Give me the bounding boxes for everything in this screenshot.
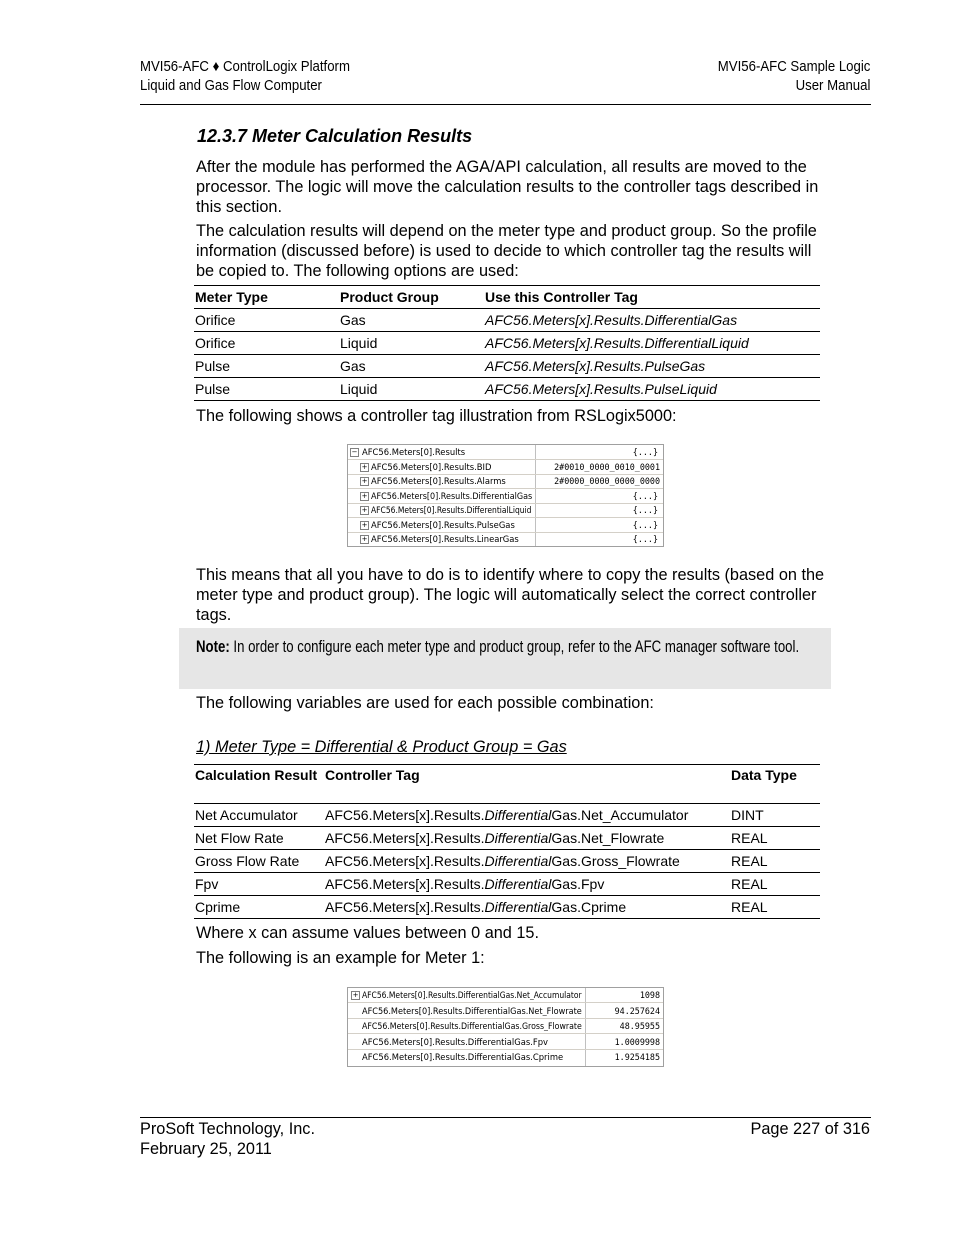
meter-type-cell: Orifice [195, 312, 236, 328]
header-product-group: Product Group [340, 289, 439, 305]
product-group-cell: Gas [340, 312, 366, 328]
footer-left [140, 1120, 315, 1160]
paragraph-variables-intro: The following variables are used for each possible combination: [196, 694, 654, 712]
tag-prefix: AFC56.Meters[x].Results. [325, 830, 485, 846]
product-group-cell: Gas [340, 358, 366, 374]
tag-suffix: Gas.Net_Accumulator [551, 807, 689, 823]
expand-icon[interactable]: + [352, 991, 359, 999]
tag-row [348, 988, 663, 1003]
data-type-cell: REAL [731, 830, 768, 846]
tag-suffix: Gas.Fpv [551, 876, 605, 892]
calculation-result-cell: Fpv [195, 876, 219, 892]
expand-icon[interactable]: + [361, 462, 368, 471]
tag-italic: Differential [484, 830, 552, 846]
table-row [194, 873, 820, 896]
meter-type-cell: Pulse [195, 358, 231, 374]
header-rule [140, 104, 871, 105]
tag-italic: Differential [484, 876, 552, 892]
tag-value: 2#0000_0000_0000_0000 [554, 476, 660, 486]
expand-icon[interactable]: + [361, 477, 368, 485]
controller-tag-cell [324, 850, 730, 873]
product-group-cell: Liquid [340, 381, 378, 397]
tag-prefix: AFC56.Meters[x].Results. [325, 876, 485, 892]
header-chapter: MVI56-AFC Sample Logic [717, 58, 870, 75]
controller-tag-cell: AFC56.Meters[x].Results.PulseGas [485, 358, 706, 374]
tag-name: AFC56.Meters[0].Results.DifferentialGas [371, 490, 533, 501]
table-row [194, 332, 820, 355]
variables-table-header [194, 765, 820, 804]
note-text [196, 637, 804, 658]
controller-tag-cell [324, 827, 730, 850]
rslogix-tag-screenshot [347, 444, 664, 547]
expand-icon[interactable]: + [361, 535, 368, 543]
tag-name: AFC56.Meters[0].Results.DifferentialGas.Gross_Flowrate [362, 1021, 582, 1031]
controller-tag-cell: AFC56.Meters[x].Results.PulseLiquid [485, 381, 717, 397]
tag-row [348, 460, 663, 475]
calculation-result-cell: Net Flow Rate [195, 830, 284, 846]
tag-italic: Differential [484, 853, 552, 869]
tag-row [348, 1050, 663, 1064]
tag-name: AFC56.Meters[0].Results.PulseGas [371, 519, 515, 530]
paragraph-illustration-intro: The following shows a controller tag illustration from RSLogix5000: [196, 407, 677, 425]
tag-value: {...} [632, 519, 658, 530]
tag-suffix: Gas.Cprime [551, 899, 627, 915]
tag-name: AFC56.Meters[0].Results.LinearGas [371, 534, 519, 544]
tag-row [348, 445, 663, 460]
tag-prefix: AFC56.Meters[x].Results. [325, 807, 485, 823]
calculation-result-cell: Net Accumulator [195, 807, 298, 823]
tag-value: 2#0010_0000_0010_0001 [554, 461, 660, 472]
header-controller-tag: Controller Tag [325, 767, 420, 783]
tag-name: AFC56.Meters[0].Results.BID [371, 461, 492, 472]
tag-suffix: Gas.Net_Flowrate [551, 830, 665, 846]
paragraph-example-intro: The following is an example for Meter 1: [196, 949, 485, 967]
tag-italic: Differential [484, 899, 552, 915]
footer-page-number: Page 227 of 316 [750, 1120, 870, 1138]
section-title: 12.3.7 Meter Calculation Results [197, 126, 473, 146]
tag-value: {...} [632, 505, 658, 515]
tag-value: 94.257624 [614, 1005, 660, 1016]
footer-rule [140, 1117, 871, 1118]
tag-value: 1098 [639, 990, 660, 1000]
controller-tag-cell [324, 896, 730, 919]
tag-value: {...} [632, 490, 658, 501]
calculation-result-cell: Cprime [195, 899, 241, 915]
combination-subheading: 1) Meter Type = Differential & Product Group = Gas [196, 738, 567, 756]
tag-value: {...} [632, 534, 658, 544]
footer-date: February 25, 2011 [140, 1139, 272, 1158]
expand-icon[interactable]: + [361, 520, 368, 529]
tag-row [348, 1035, 663, 1050]
running-header-left [140, 57, 350, 95]
tag-prefix: AFC56.Meters[x].Results. [325, 899, 485, 915]
header-data-type: Data Type [731, 767, 797, 783]
tag-row [348, 532, 663, 546]
calculation-result-cell: Gross Flow Rate [195, 853, 300, 869]
tag-row [348, 1004, 663, 1019]
paragraph-intro: After the module has performed the AGA/API calculation, all results are moved to the processor. The logic will move the calculation results to the controller tags described in this section. [196, 158, 819, 216]
data-type-cell: REAL [731, 876, 768, 892]
variables-table [194, 764, 820, 919]
tag-row [348, 1019, 663, 1034]
tag-row [348, 503, 663, 518]
tag-row [348, 518, 663, 533]
table-row [194, 355, 820, 378]
paragraph-results-depend: The calculation results will depend on the meter type and product group. So the profile information (discussed before) is used to decide to which controller tag the results will be copied to. The following options are used: [196, 222, 817, 280]
data-type-cell: REAL [731, 899, 768, 915]
expand-icon[interactable]: + [361, 491, 368, 500]
tag-value: {...} [632, 447, 658, 457]
footer-company: ProSoft Technology, Inc. [140, 1120, 315, 1138]
controller-tag-cell: AFC56.Meters[x].Results.DifferentialLiquid [485, 335, 749, 351]
tag-name: AFC56.Meters[0].Results.DifferentialGas.Fpv [362, 1036, 548, 1047]
running-header-right [717, 57, 870, 95]
tag-name: AFC56.Meters[0].Results.DifferentialGas.Net_Accumulator [362, 990, 582, 1000]
collapse-icon[interactable]: − [351, 448, 358, 456]
controller-tag-cell [324, 804, 730, 827]
tag-value: 1.0009998 [614, 1036, 660, 1047]
data-type-cell: DINT [731, 807, 764, 823]
paragraph-identify: This means that all you have to do is to identify where to copy the results (based on the meter type and product group). The logic will automatically select the correct controller tags. [196, 566, 825, 624]
table-row [194, 378, 820, 401]
header-manual: User Manual [795, 77, 870, 94]
tag-name: AFC56.Meters[0].Results.Alarms [371, 476, 506, 486]
header-subtitle: Liquid and Gas Flow Computer [140, 77, 322, 94]
tag-prefix: AFC56.Meters[x].Results. [325, 853, 485, 869]
expand-icon[interactable]: + [361, 506, 368, 514]
product-group-cell: Liquid [340, 335, 378, 351]
meter-type-cell: Orifice [195, 335, 236, 351]
note-body: In order to configure each meter type and product group, refer to the AFC manager software tool. [229, 638, 800, 656]
tag-value: 1.9254185 [614, 1052, 660, 1062]
meter-type-cell: Pulse [195, 381, 231, 397]
header-meter-type: Meter Type [195, 289, 268, 305]
tag-value: 48.95955 [619, 1021, 660, 1031]
table-row [194, 827, 820, 850]
tag-italic: Differential [484, 807, 552, 823]
note-label: Note: [196, 638, 230, 656]
table-row [194, 309, 820, 332]
options-table-header [194, 286, 820, 309]
tag-name: AFC56.Meters[0].Results.DifferentialGas.Net_Flowrate [362, 1005, 582, 1016]
header-product: MVI56-AFC ♦ ControlLogix Platform [140, 58, 350, 75]
header-calculation-result: Calculation Result [195, 767, 318, 783]
tag-name: AFC56.Meters[0].Results.DifferentialLiquid [371, 505, 532, 515]
options-table [194, 285, 820, 401]
table-row [194, 850, 820, 873]
controller-tag-cell [324, 873, 730, 896]
tag-row [348, 474, 663, 489]
tag-name: AFC56.Meters[0].Results.DifferentialGas.Cprime [362, 1052, 564, 1062]
data-type-cell: REAL [731, 853, 768, 869]
tag-suffix: Gas.Gross_Flowrate [551, 853, 680, 869]
paragraph-x-range: Where x can assume values between 0 and 15. [196, 924, 540, 942]
controller-tag-cell: AFC56.Meters[x].Results.DifferentialGas [485, 312, 738, 328]
table-row [194, 804, 820, 827]
tag-row [348, 489, 663, 504]
table-row [194, 896, 820, 919]
rslogix-example-screenshot [347, 987, 664, 1067]
tag-name: AFC56.Meters[0].Results [362, 447, 466, 457]
header-controller-tag: Use this Controller Tag [485, 289, 638, 305]
